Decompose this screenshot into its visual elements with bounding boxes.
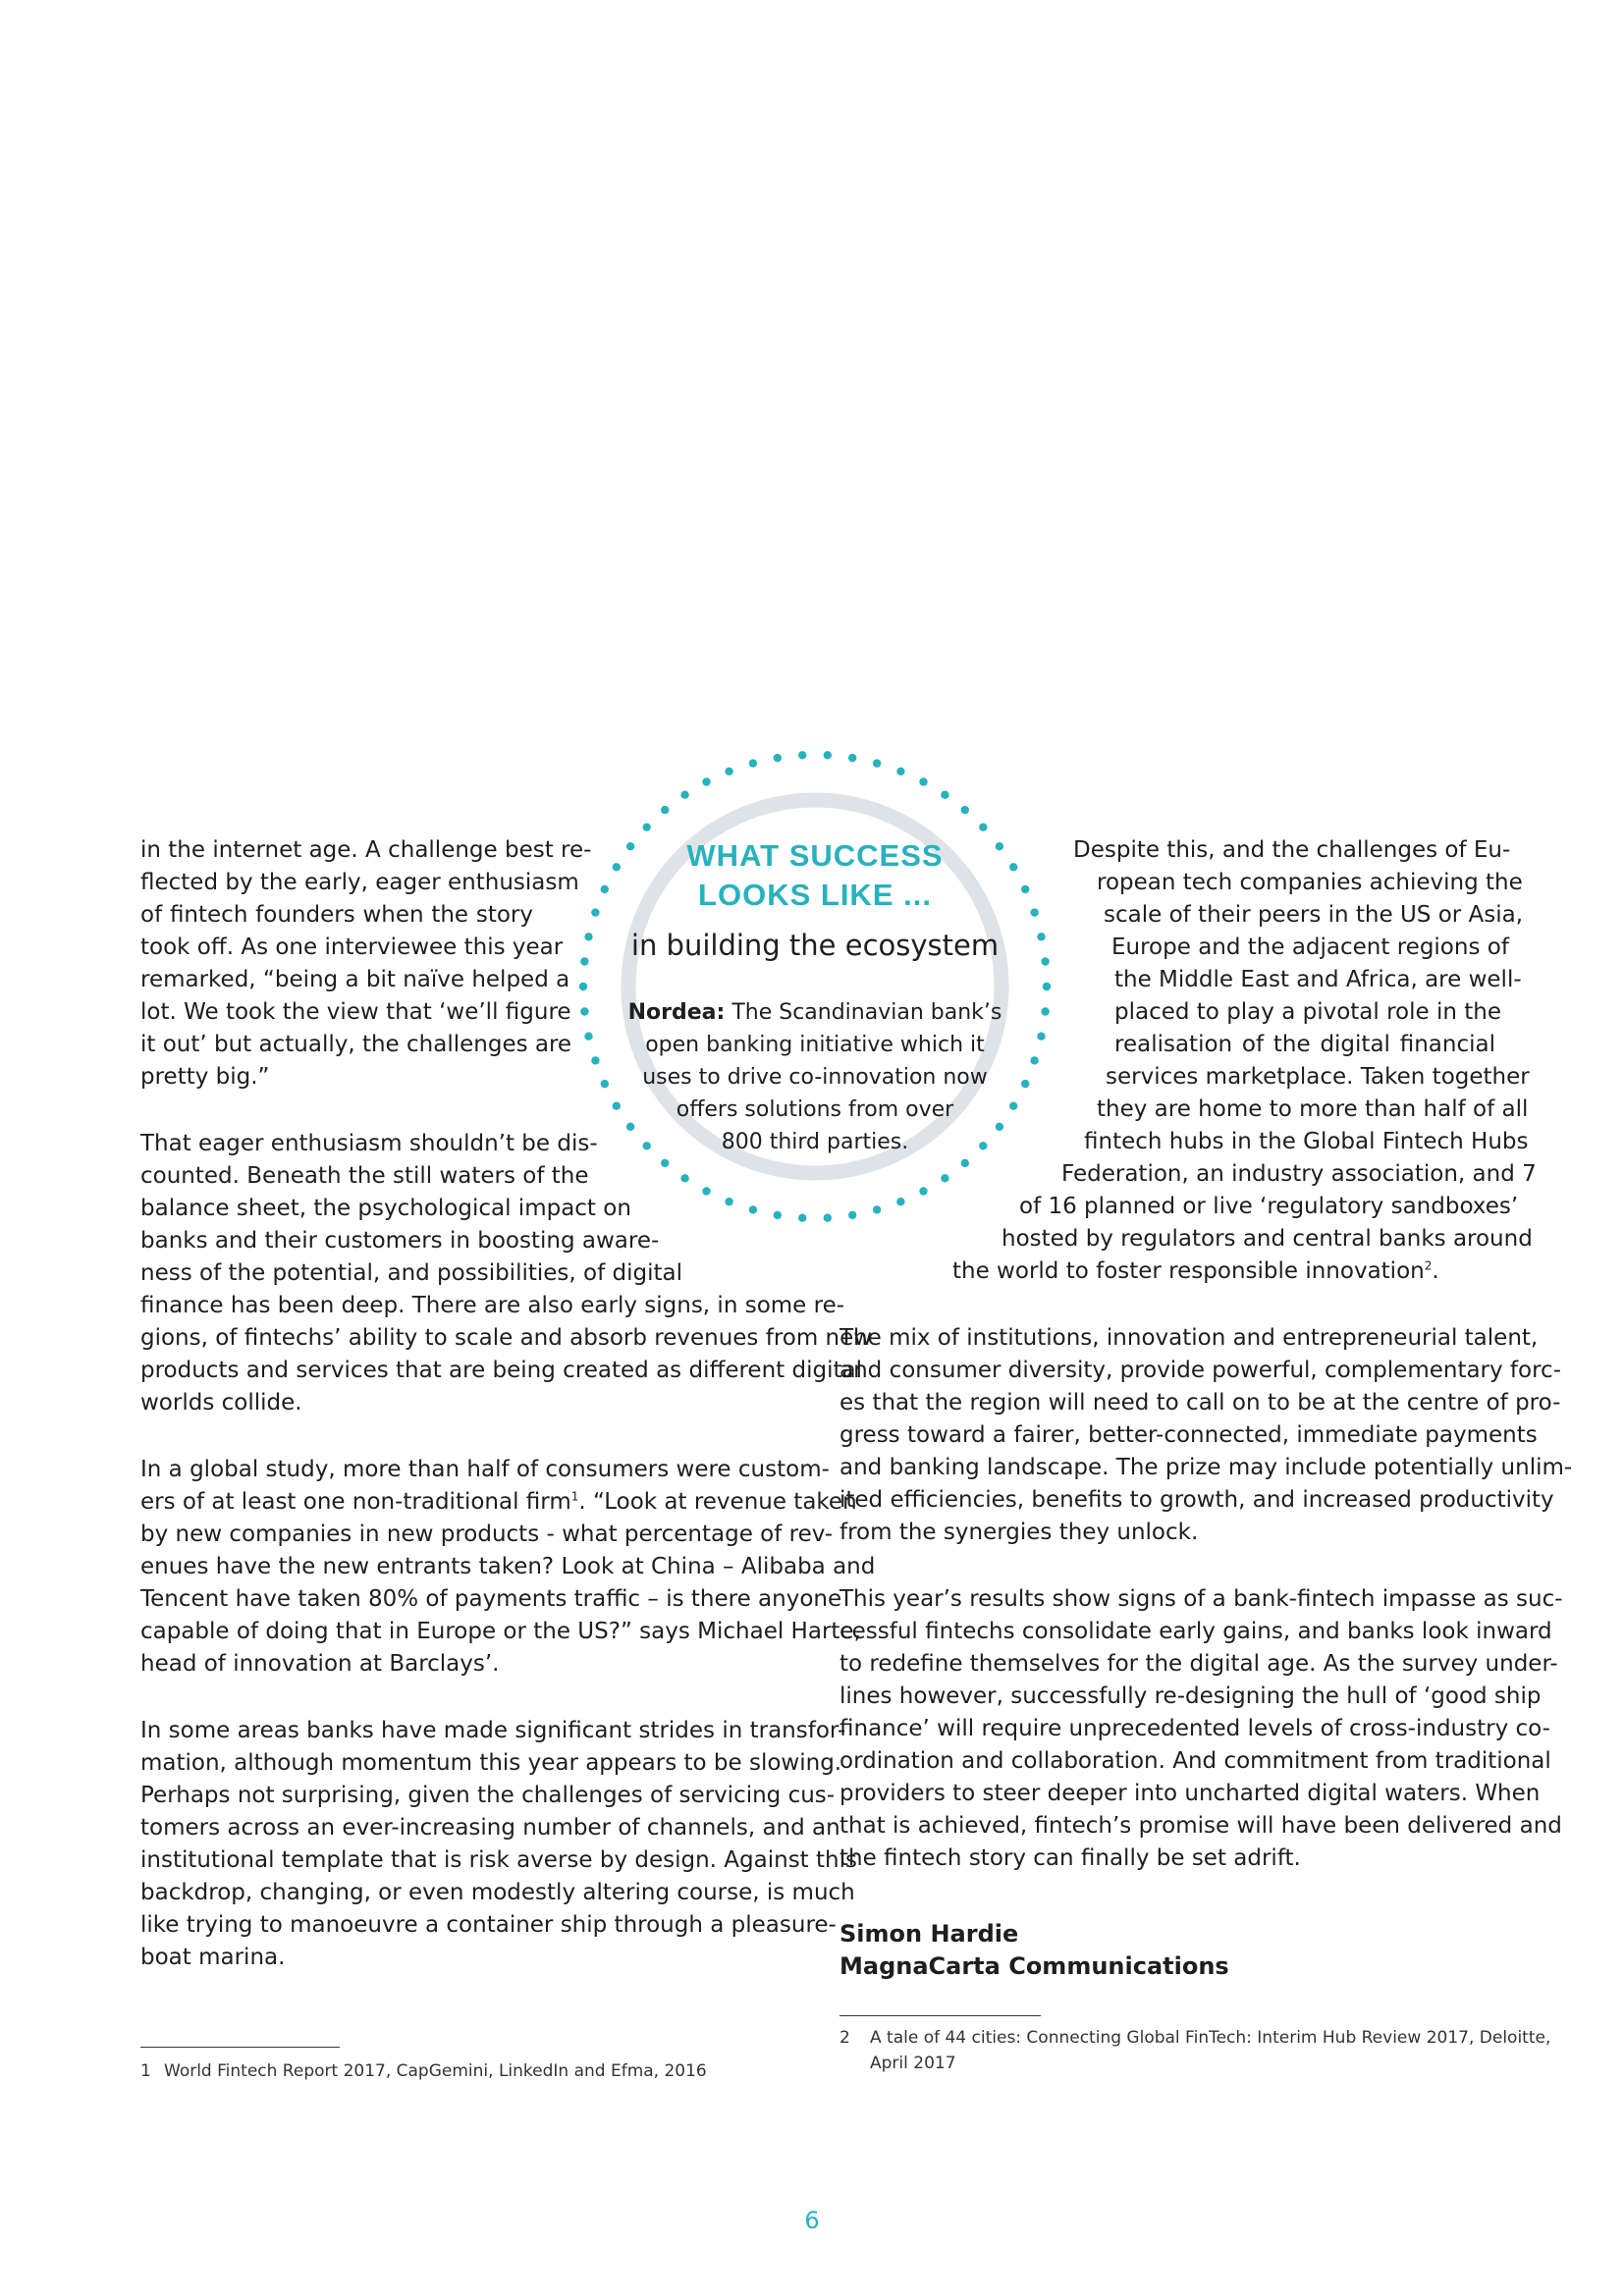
body-text-line: flected by the early, eager enthusiasm: [140, 870, 579, 895]
footnote-rule-right: [839, 2015, 1041, 2016]
body-text-line: tomers across an ever-increasing number of channels, and an: [140, 1815, 840, 1841]
callout-dot: [601, 885, 609, 893]
body-text-line: by new companies in new products - what percentage of rev-: [140, 1522, 834, 1547]
body-text-line: gress toward a fairer, better-connected, immediate payments: [839, 1422, 1538, 1448]
body-text-line: worlds collide.: [140, 1390, 302, 1415]
callout-dot: [749, 759, 757, 767]
callout-dot: [591, 908, 599, 916]
callout-dot: [580, 957, 588, 965]
body-text-line: Europe and the adjacent regions of: [1111, 934, 1509, 960]
callout-body-line: open banking initiative which it: [645, 1033, 985, 1057]
callout-dot: [1030, 1056, 1038, 1064]
callout-body-line: offers solutions from over: [676, 1097, 954, 1122]
callout-dot: [1030, 908, 1038, 916]
body-text-line: placed to play a pivotal role in the: [1114, 999, 1501, 1025]
footnote-1-number: 1: [140, 2061, 151, 2081]
body-text-line: In a global study, more than half of consumers were custom-: [140, 1457, 830, 1482]
callout-dot: [601, 1080, 609, 1088]
body-text-line: that is achieved, fintech’s promise will have been delivered and: [839, 1813, 1562, 1839]
body-text-line: took off. As one interviewee this year: [140, 934, 564, 960]
callout-dot: [661, 1159, 669, 1167]
body-text-line: That eager enthusiasm shouldn’t be dis-: [140, 1131, 598, 1156]
body-text-line: the Middle East and Africa, are well-: [1114, 967, 1522, 992]
body-text-line: remarked, “being a bit naïve helped a: [140, 967, 570, 992]
body-text-line: ness of the potential, and possibilities, of digital: [140, 1260, 682, 1286]
callout-title-line-1: WHAT SUCCESS: [686, 838, 944, 873]
signature-name: Simon Hardie: [839, 1920, 1019, 1948]
callout-dot: [919, 1187, 927, 1195]
body-text-line: In some areas banks have made significant strides in transfor-: [140, 1718, 846, 1743]
body-text-line: of 16 planned or live ‘regulatory sandboxes’: [1019, 1194, 1519, 1219]
callout-dot: [580, 1007, 588, 1015]
body-text-line: lot. We took the view that ‘we’ll figure: [140, 999, 571, 1025]
body-text-line: to redefine themselves for the digital age. As the survey under-: [839, 1651, 1558, 1677]
body-text-line: finance has been deep. There are also early signs, in some re-: [140, 1293, 845, 1318]
callout-dot: [680, 791, 688, 799]
body-text-line: of fintech founders when the story: [140, 902, 533, 928]
callout-dot: [873, 759, 881, 767]
body-text-line: Federation, an industry association, and 7: [1061, 1161, 1537, 1187]
body-text-line: the fintech story can finally be set adrift.: [839, 1845, 1301, 1871]
callout-body-line: 800 third parties.: [721, 1130, 909, 1154]
body-text-line: finance’ will require unprecedented levels of cross-industry co-: [839, 1716, 1550, 1741]
body-text-line: boat marina.: [140, 1945, 286, 1970]
body-text-line: realisation of the digital financial: [1114, 1032, 1495, 1057]
callout-subtitle: in building the ecosystem: [630, 929, 1000, 962]
callout-dot: [643, 824, 651, 831]
callout-dot: [896, 1198, 904, 1205]
callout-dot: [1037, 1033, 1045, 1041]
body-text-line: services marketplace. Taken together: [1106, 1064, 1530, 1090]
body-text-line: and banking landscape. The prize may include potentially unlim-: [839, 1455, 1573, 1480]
callout-dot: [798, 751, 806, 759]
body-text-line: gions, of fintechs’ ability to scale and absorb revenues from new: [140, 1325, 873, 1351]
page-number: 6: [804, 2207, 820, 2234]
body-text-line: hosted by regulators and central banks around: [1001, 1226, 1533, 1252]
body-text-line: head of innovation at Barclays’.: [140, 1651, 500, 1677]
body-text-line: like trying to manoeuvre a container ship through a pleasure-: [140, 1912, 837, 1938]
body-text-line: ordination and collaboration. And commitment from traditional: [839, 1748, 1551, 1774]
body-text-line: and consumer diversity, provide powerful, complementary forc-: [839, 1358, 1562, 1383]
callout-dot: [961, 806, 969, 814]
body-text-line: Perhaps not surprising, given the challenges of servicing cus-: [140, 1783, 836, 1808]
body-text-line: the world to foster responsible innovation$^2$.: [952, 1258, 1439, 1284]
callout-dot: [591, 1056, 599, 1064]
body-text-line: This year’s results show signs of a bank-fintech impasse as suc-: [839, 1586, 1563, 1612]
body-text-line: from the synergies they unlock.: [839, 1520, 1199, 1545]
footnote-2-text: April 2017: [870, 2054, 956, 2073]
callout-dot: [1043, 983, 1051, 990]
body-text-line: ited efficiencies, benefits to growth, and increased productivity: [839, 1487, 1554, 1513]
callout-lead: Nordea:: [627, 1000, 726, 1025]
callout-dot: [579, 983, 587, 990]
callout-dot: [798, 1214, 806, 1222]
footnote-2-text: A tale of 44 cities: Connecting Global FinTech: Interim Hub Review 2017, Deloitte,: [870, 2028, 1551, 2048]
callout-dot: [979, 824, 987, 831]
body-text-line: fintech hubs in the Global Fintech Hubs: [1084, 1129, 1529, 1154]
body-text-line: es that the region will need to call on to be at the centre of pro-: [839, 1390, 1561, 1415]
callout-dot: [749, 1205, 757, 1213]
callout-dot: [1021, 885, 1029, 893]
body-text-line: balance sheet, the psychological impact on: [140, 1196, 631, 1221]
body-text-line: in the internet age. A challenge best re-: [140, 837, 592, 863]
callout-dot: [941, 1174, 948, 1182]
callout-dot: [725, 768, 732, 775]
callout-dot: [824, 751, 832, 759]
callout-dot: [1041, 1007, 1049, 1015]
body-text-line: Despite this, and the challenges of Eu-: [1073, 837, 1511, 863]
callout-title-line-2: LOOKS LIKE ...: [698, 878, 932, 912]
body-text-line: it out’ but actually, the challenges are: [140, 1032, 572, 1057]
footnote-2-number: 2: [839, 2028, 850, 2048]
body-text-line: enues have the new entrants taken? Look at China – Alibaba and: [140, 1554, 876, 1579]
body-text-line: institutional template that is risk averse by design. Against this: [140, 1847, 857, 1873]
callout-dot: [961, 1159, 969, 1167]
signature-organization: MagnaCarta Communications: [839, 1952, 1229, 1980]
callout-dot: [941, 791, 948, 799]
body-text-line: providers to steer deeper into uncharted digital waters. When: [839, 1781, 1541, 1806]
body-text-line: Tencent have taken 80% of payments traffic – is there anyone: [140, 1586, 842, 1612]
body-text-line: they are home to more than half of all: [1097, 1096, 1529, 1122]
callout-dot: [848, 1211, 856, 1219]
body-text-line: cessful fintechs consolidate early gains, and banks look inward: [839, 1619, 1552, 1644]
callout-dot: [584, 933, 592, 940]
body-text-line: pretty big.”: [140, 1064, 270, 1090]
callout-dot: [680, 1174, 688, 1182]
callout-dot: [725, 1198, 732, 1205]
callout-dot: [1041, 957, 1049, 965]
callout-dot: [584, 1033, 592, 1041]
callout-dot: [702, 777, 710, 785]
body-text-line: capable of doing that in Europe or the US?” says Michael Harte,: [140, 1619, 861, 1644]
body-text-line: ers of at least one non-traditional firm$^1$. “Look at revenue taken: [140, 1489, 857, 1515]
body-text-line: banks and their customers in boosting aware-: [140, 1228, 660, 1254]
body-text-line: backdrop, changing, or even modestly altering course, is much: [140, 1880, 855, 1905]
callout-dot: [873, 1205, 881, 1213]
callout-body-line: Nordea: The Scandinavian bank’s: [627, 1000, 1002, 1025]
callout-ring-graphic: [550, 721, 1080, 1252]
callout-dot: [1037, 933, 1045, 940]
footnote-ref-2: 2: [1424, 1258, 1433, 1273]
body-text-line: mation, although momentum this year appears to be slowing.: [140, 1750, 842, 1776]
callout-dot: [919, 777, 927, 785]
callout-dot: [848, 754, 856, 762]
footnote-ref-1: 1: [570, 1489, 579, 1504]
body-text-line: lines however, successfully re-designing the hull of ‘good ship: [839, 1683, 1542, 1709]
callout-dot: [661, 806, 669, 814]
body-text-line: products and services that are being created as different digital: [140, 1358, 862, 1383]
body-text-line: The mix of institutions, innovation and entrepreneurial talent,: [839, 1325, 1539, 1351]
callout-dot: [824, 1214, 832, 1222]
footnote-1-text: World Fintech Report 2017, CapGemini, LinkedIn and Efma, 2016: [164, 2061, 707, 2081]
footnote-rule-left: [140, 2047, 340, 2048]
body-text-line: scale of their peers in the US or Asia,: [1104, 902, 1524, 928]
callout-body-line: uses to drive co-innovation now: [642, 1065, 988, 1090]
callout-dot: [774, 1211, 782, 1219]
callout-dot: [1021, 1080, 1029, 1088]
callout-dot: [702, 1187, 710, 1195]
body-text-line: ropean tech companies achieving the: [1097, 870, 1523, 895]
callout-dot: [896, 768, 904, 775]
callout-dot: [774, 754, 782, 762]
body-text-line: counted. Beneath the still waters of the: [140, 1163, 589, 1189]
